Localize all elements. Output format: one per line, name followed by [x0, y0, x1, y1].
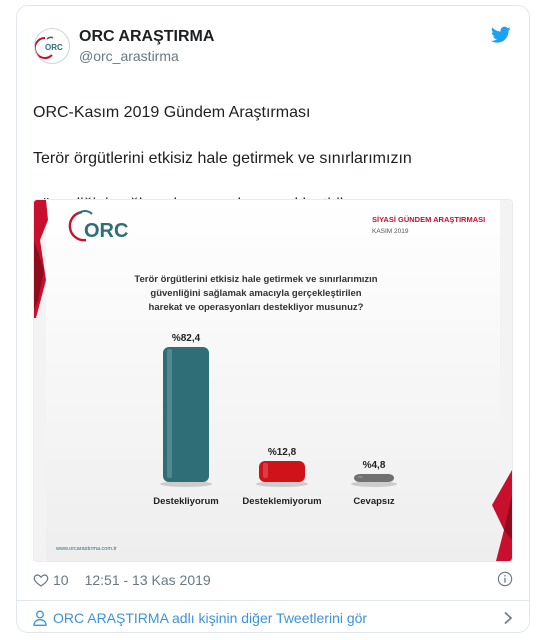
poll-chart [34, 200, 512, 561]
bar-category-label: Desteklemiyorum [242, 496, 322, 507]
bar-highlight [263, 463, 268, 478]
more-tweets-link[interactable] [33, 602, 513, 634]
more-tweets-label[interactable]: ORC ARAŞTIRMA adlı kişinin diğer Tweetlerini gör [53, 610, 368, 626]
avatar[interactable] [34, 28, 70, 64]
header-subtitle: KASIM 2019 [372, 228, 409, 235]
bar-value-label: %12,8 [267, 447, 297, 459]
tweet-meta [33, 569, 211, 591]
bar-value-label: %4,8 [362, 460, 386, 471]
bar-highlight [358, 476, 363, 478]
bar-category-label: Destekliyorum [153, 496, 219, 507]
person-icon [33, 610, 47, 626]
timestamp[interactable]: 12:51 - 13 Kas 2019 [84, 572, 211, 588]
bar-value-label: %82,4 [171, 333, 201, 344]
tweet-line: Terör örgütlerini etkisiz hale getirmek ve sınırlarımızın [33, 150, 412, 167]
account-name[interactable]: ORC ARAŞTIRMA [79, 28, 215, 45]
footer-divider [17, 600, 529, 601]
question-line: güvenliğini sağlamak amacıyla gerçekleştirilen [150, 288, 362, 299]
logo-text: ORC [84, 220, 129, 242]
like-count[interactable]: 10 [53, 572, 69, 588]
info-icon[interactable] [497, 571, 513, 587]
heart-icon[interactable] [33, 572, 49, 588]
bar-category-label: Cevapsız [353, 496, 395, 507]
bar-highlight [167, 349, 172, 478]
question-line: harekat ve operasyonları destekliyor musunuz? [148, 302, 364, 313]
chevron-right-icon[interactable] [503, 611, 513, 625]
avatar-text: ORC [45, 43, 63, 52]
question-line: Terör örgütlerini etkisiz hale getirmek ve sınırlarımızın [134, 274, 378, 285]
header-title: SİYASİ GÜNDEM ARAŞTIRMASI [372, 215, 486, 224]
orc-avatar-logo [35, 29, 69, 63]
tweet-image[interactable] [33, 199, 513, 562]
twitter-bird-icon[interactable] [491, 26, 511, 44]
account-handle[interactable]: @orc_arastirma [79, 48, 179, 64]
website-text: www.orcarastırma.com.tr [56, 546, 117, 552]
tweet-card [16, 5, 530, 633]
tweet-line: ORC-Kasım 2019 Gündem Araştırması [33, 104, 311, 121]
